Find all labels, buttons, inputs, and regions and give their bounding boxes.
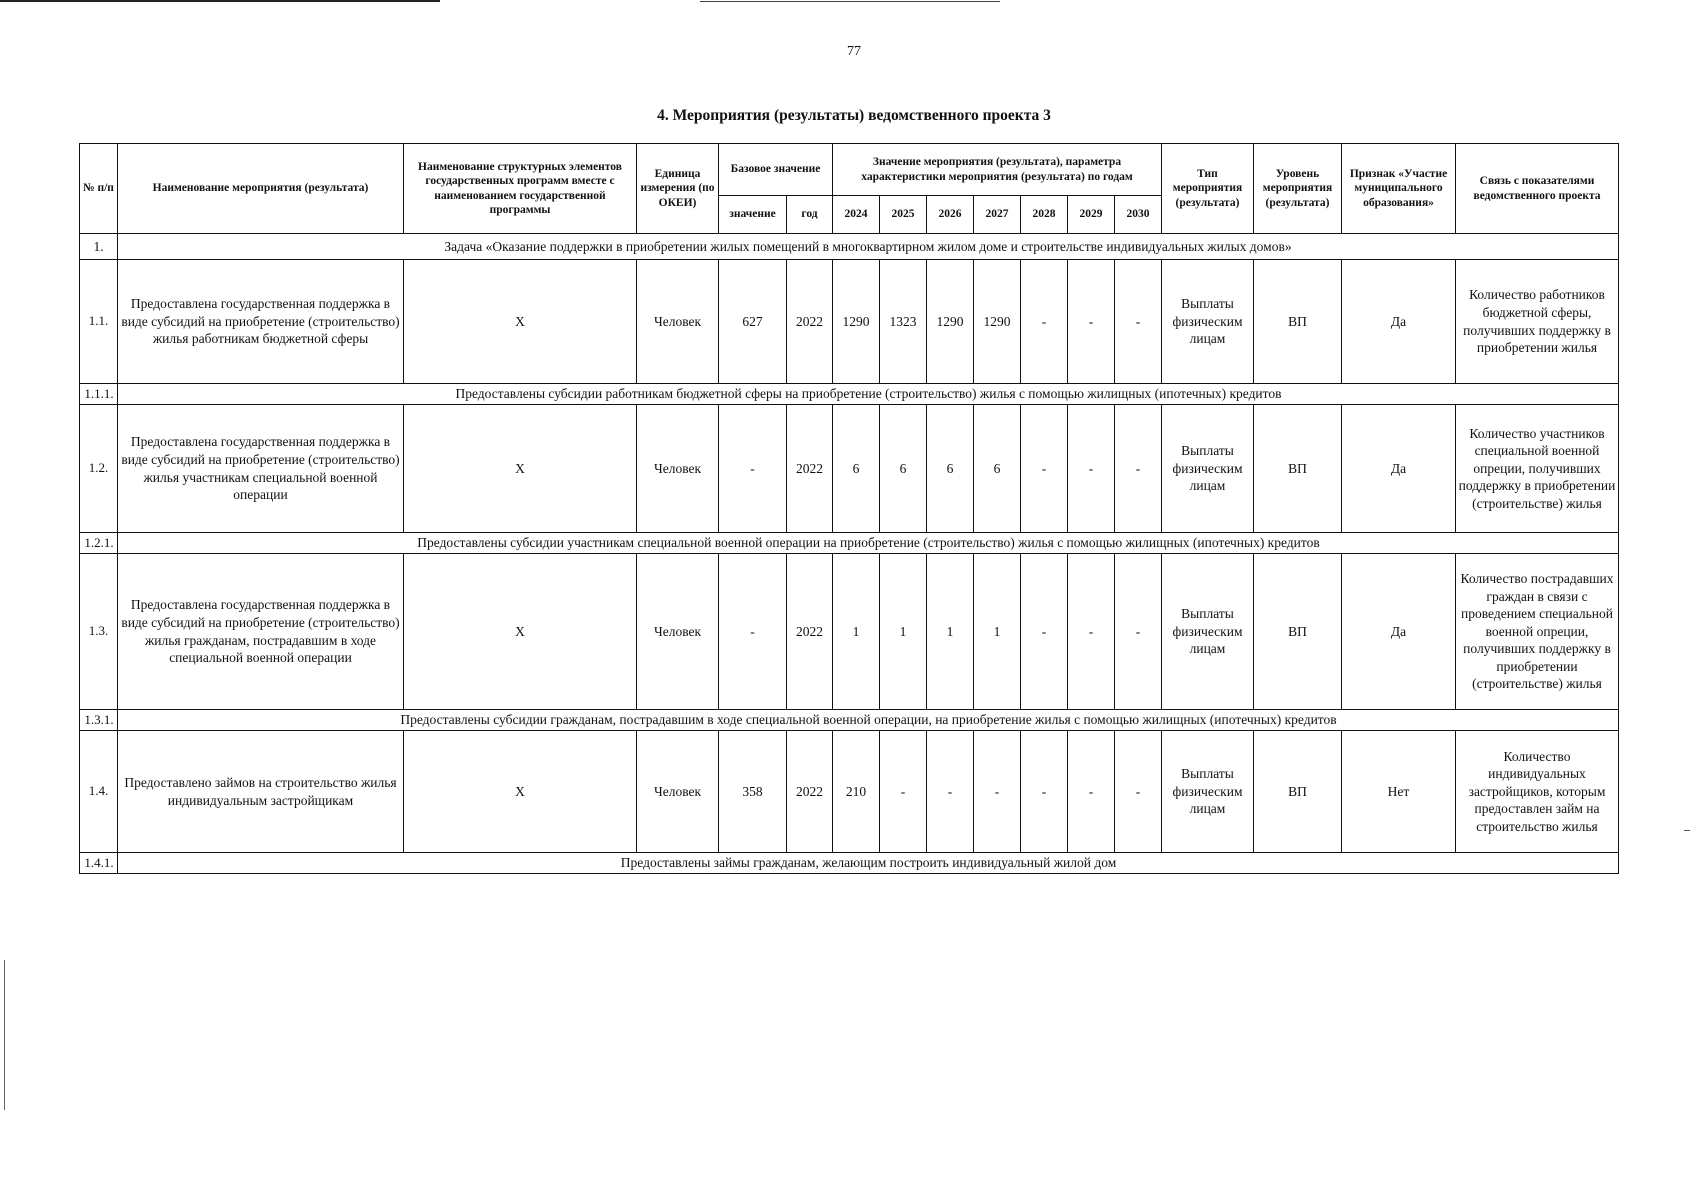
row-value-2028: -: [1021, 405, 1068, 533]
row-unit: Человек: [637, 405, 719, 533]
row-value-2028: -: [1021, 554, 1068, 710]
row-value-2025: 6: [880, 405, 927, 533]
row-structural: X: [404, 405, 637, 533]
row-name: Предоставлена государственная поддержка в виде субсидий на приобретение (строительство) жилья участникам специальной военной операции: [118, 405, 404, 533]
row-value-2030: -: [1115, 260, 1162, 384]
sub-text: Предоставлены займы гражданам, желающим построить индивидуальный жилой дом: [118, 853, 1619, 874]
row-value-2025: 1323: [880, 260, 927, 384]
row-type: Выплаты физическим лицам: [1162, 731, 1254, 853]
section-title: 4. Мероприятия (результаты) ведомственного проекта 3: [657, 107, 1051, 124]
sub-text: Предоставлены субсидии гражданам, пострадавшим в ходе специальной военной операции, на приобретение жилья с помощью жилищных (ипотечных) кредитов: [118, 710, 1619, 731]
scan-artifact-left-edge: [4, 960, 5, 1110]
row-num: 1.4.: [80, 731, 118, 853]
row-type: Выплаты физическим лицам: [1162, 405, 1254, 533]
row-base-value: 627: [719, 260, 787, 384]
row-num: 1.1.: [80, 260, 118, 384]
row-structural: X: [404, 260, 637, 384]
row-type: Выплаты физическим лицам: [1162, 554, 1254, 710]
header-base-value: значение: [719, 196, 787, 234]
sub-num: 1.4.1.: [80, 853, 118, 874]
row-link: Количество индивидуальных застройщиков, которым предоставлен займ на строительство жилья: [1456, 731, 1619, 853]
row-value-2024: 210: [833, 731, 880, 853]
row-value-2026: 6: [927, 405, 974, 533]
row-municipal: Да: [1342, 554, 1456, 710]
row-value-2029: -: [1068, 260, 1115, 384]
row-base-year: 2022: [787, 405, 833, 533]
row-structural: X: [404, 731, 637, 853]
row-value-2027: 1: [974, 554, 1021, 710]
header-type: Тип мероприятия (результата): [1162, 144, 1254, 234]
header-year: 2026: [927, 196, 974, 234]
scan-artifact-top-right: [700, 1, 1000, 2]
row-level: ВП: [1254, 260, 1342, 384]
measure-row: [80, 731, 1619, 853]
header-num: № п/п: [80, 144, 118, 234]
row-value-2026: 1290: [927, 260, 974, 384]
row-level: ВП: [1254, 554, 1342, 710]
row-value-2027: 6: [974, 405, 1021, 533]
task-row: [80, 234, 1619, 260]
row-level: ВП: [1254, 731, 1342, 853]
row-value-2030: -: [1115, 405, 1162, 533]
header-link: Связь с показателями ведомственного проекта: [1456, 144, 1619, 234]
row-link: Количество работников бюджетной сферы, получивших поддержку в приобретении жилья: [1456, 260, 1619, 384]
header-base: Базовое значение: [719, 144, 833, 196]
measures-table: [79, 143, 1619, 874]
row-base-value: -: [719, 554, 787, 710]
row-name: Предоставлена государственная поддержка в виде субсидий на приобретение (строительство) жилья работникам бюджетной сферы: [118, 260, 404, 384]
row-municipal: Да: [1342, 260, 1456, 384]
row-base-value: -: [719, 405, 787, 533]
header-year: 2027: [974, 196, 1021, 234]
row-value-2030: -: [1115, 554, 1162, 710]
sub-measure-row: [80, 384, 1619, 405]
row-link: Количество участников специальной военной опреции, получивших поддержку в приобретении (строительстве) жилья: [1456, 405, 1619, 533]
row-num: 1.2.: [80, 405, 118, 533]
row-value-2024: 1290: [833, 260, 880, 384]
sub-num: 1.2.1.: [80, 533, 118, 554]
row-value-2024: 1: [833, 554, 880, 710]
row-municipal: Да: [1342, 405, 1456, 533]
row-value-2026: 1: [927, 554, 974, 710]
header-row-1: [80, 144, 1619, 196]
header-year: 2028: [1021, 196, 1068, 234]
row-name: Предоставлено займов на строительство жилья индивидуальным застройщикам: [118, 731, 404, 853]
row-base-value: 358: [719, 731, 787, 853]
row-value-2024: 6: [833, 405, 880, 533]
row-value-2026: -: [927, 731, 974, 853]
row-link: Количество пострадавших граждан в связи с проведением специальной военной опреции, получивших поддержку в приобретении (строительстве) жилья: [1456, 554, 1619, 710]
scan-artifact-right-mark: [1684, 830, 1690, 831]
header-year: 2025: [880, 196, 927, 234]
header-year: 2029: [1068, 196, 1115, 234]
row-base-year: 2022: [787, 260, 833, 384]
sub-num: 1.1.1.: [80, 384, 118, 405]
row-unit: Человек: [637, 554, 719, 710]
sub-measure-row: [80, 533, 1619, 554]
header-values-group: Значение мероприятия (результата), параметра характеристики мероприятия (результата) по годам: [833, 144, 1162, 196]
row-base-year: 2022: [787, 554, 833, 710]
row-value-2025: 1: [880, 554, 927, 710]
row-unit: Человек: [637, 731, 719, 853]
row-value-2028: -: [1021, 731, 1068, 853]
row-value-2030: -: [1115, 731, 1162, 853]
task-text: Задача «Оказание поддержки в приобретении жилых помещений в многоквартирном жилом доме и строительстве индивидуальных жилых домов»: [118, 234, 1619, 260]
header-level: Уровень мероприятия (результата): [1254, 144, 1342, 234]
header-base-year: год: [787, 196, 833, 234]
row-value-2029: -: [1068, 554, 1115, 710]
page-number: 77: [847, 44, 861, 59]
header-municipal: Признак «Участие муниципального образования»: [1342, 144, 1456, 234]
sub-measure-row: [80, 853, 1619, 874]
row-value-2028: -: [1021, 260, 1068, 384]
row-municipal: Нет: [1342, 731, 1456, 853]
task-num: 1.: [80, 234, 118, 260]
row-value-2027: -: [974, 731, 1021, 853]
row-value-2029: -: [1068, 405, 1115, 533]
row-name: Предоставлена государственная поддержка в виде субсидий на приобретение (строительство) жилья гражданам, пострадавшим в ходе специальной военной операции: [118, 554, 404, 710]
header-year: 2030: [1115, 196, 1162, 234]
row-type: Выплаты физическим лицам: [1162, 260, 1254, 384]
row-value-2029: -: [1068, 731, 1115, 853]
row-level: ВП: [1254, 405, 1342, 533]
scan-artifact-top: [0, 0, 440, 6]
row-base-year: 2022: [787, 731, 833, 853]
header-unit: Единица измерения (по ОКЕИ): [637, 144, 719, 234]
sub-text: Предоставлены субсидии участникам специальной военной операции на приобретение (строительство) жилья с помощью жилищных (ипотечных) кредитов: [118, 533, 1619, 554]
row-value-2027: 1290: [974, 260, 1021, 384]
measure-row: [80, 554, 1619, 710]
measure-row: [80, 405, 1619, 533]
header-year: 2024: [833, 196, 880, 234]
row-value-2025: -: [880, 731, 927, 853]
row-num: 1.3.: [80, 554, 118, 710]
sub-num: 1.3.1.: [80, 710, 118, 731]
measure-row: [80, 260, 1619, 384]
row-unit: Человек: [637, 260, 719, 384]
sub-measure-row: [80, 710, 1619, 731]
row-structural: X: [404, 554, 637, 710]
header-name: Наименование мероприятия (результата): [118, 144, 404, 234]
sub-text: Предоставлены субсидии работникам бюджетной сферы на приобретение (строительство) жилья с помощью жилищных (ипотечных) кредитов: [118, 384, 1619, 405]
header-structural: Наименование структурных элементов государственных программ вместе с наименованием государственной программы: [404, 144, 637, 234]
